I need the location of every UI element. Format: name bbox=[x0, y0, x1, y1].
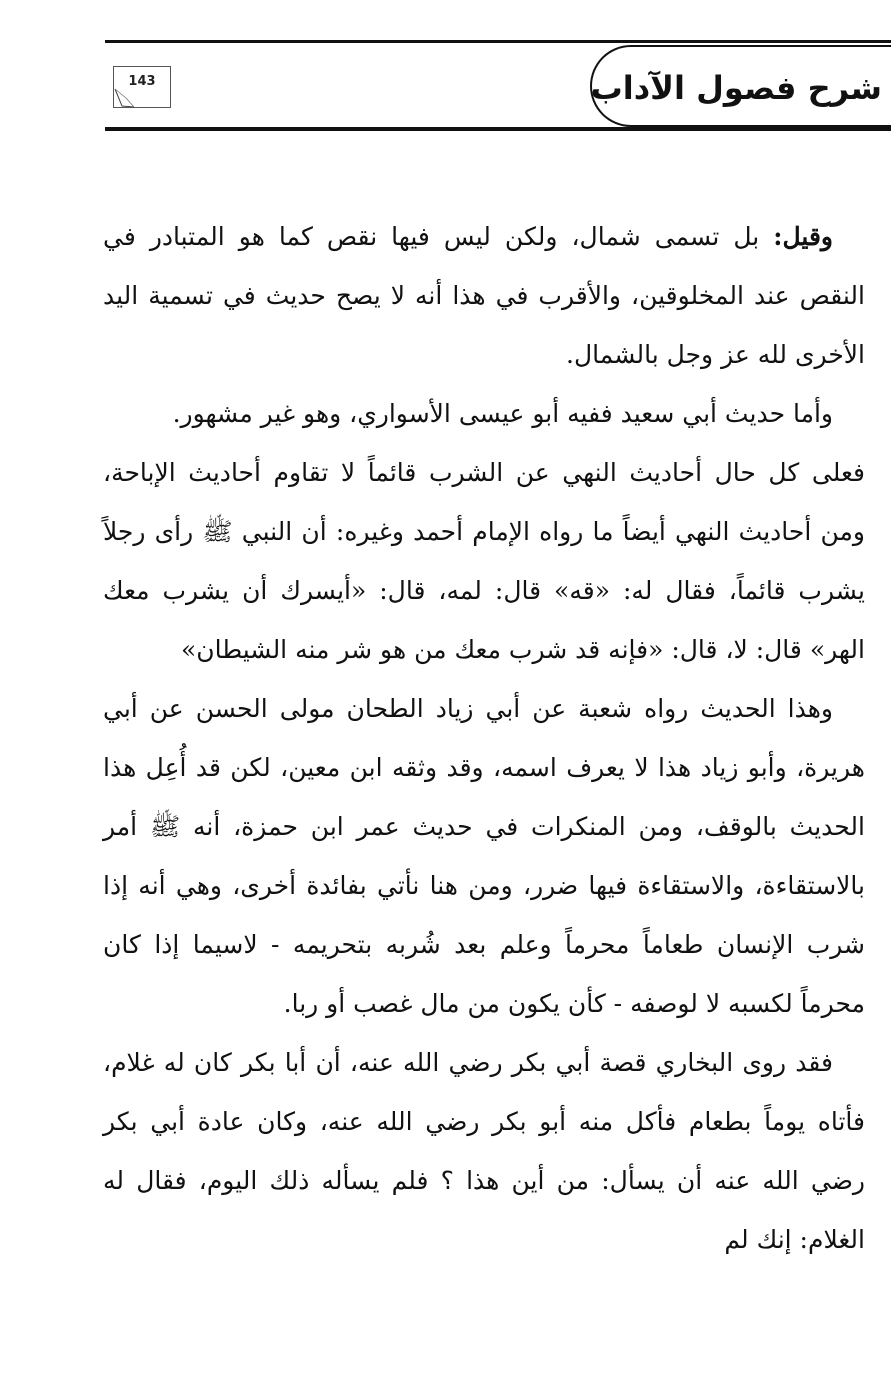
main-text bbox=[103, 207, 865, 1269]
page-header bbox=[0, 0, 891, 150]
page-curl-icon bbox=[114, 88, 136, 108]
paragraph-lead: وقيل: bbox=[773, 222, 833, 251]
paragraph-5: فقد روى البخاري قصة أبي بكر رضي الله عنه، أن أبا بكر كان له غلام، فأتاه يوماً بطعام فأكل منه أبو بكر رضي الله عنه، وكان عادة أبي بكر رضي الله عنه أن يسأل: من أين هذا ؟ فلم يسأله ذلك اليوم، فقال له الغلام: إنك لم bbox=[103, 1048, 865, 1254]
header-top-rule bbox=[105, 40, 891, 43]
paragraph-4: وهذا الحديث رواه شعبة عن أبي زياد الطحان مولى الحسن عن أبي هريرة، وأبو زياد هذا لا يعرف اسمه، وقد وثقه ابن معين، لكن قد أُعِل هذا الحديث بالوقف، ومن المنكرات في حديث عمر ابن حمزة، أنه ﷺ أمر بالاستقاءة، والاستقاءة فيها ضرر، ومن هنا نأتي بفائدة أخرى، وهي أنه إذا شرب الإنسان طعاماً محرماً وعلم بعد شُربه بتحريمه - لاسيما إذا كان محرماً لكسبه لا لوصفه - كأن يكون من مال غصب أو ربا. bbox=[103, 694, 865, 1018]
paragraph-3: فعلى كل حال أحاديث النهي عن الشرب قائماً لا تقاوم أحاديث الإباحة، ومن أحاديث النهي أيضاً ما رواه الإمام أحمد وغيره: أن النبي ﷺ رأى رجلاً يشرب قائماً، فقال له: «قه» قال: لمه، قال: «أيسرك أن يشرب معك الهر» قال: لا، قال: «فإنه قد شرب معك من هو شر منه الشيطان» bbox=[103, 458, 865, 664]
paragraph-2: وأما حديث أبي سعيد ففيه أبو عيسى الأسواري، وهو غير مشهور. bbox=[172, 399, 833, 428]
book-title: شرح فصول الآداب bbox=[590, 69, 882, 107]
paragraph-1 bbox=[103, 207, 865, 384]
header-bottom-rule bbox=[105, 127, 891, 131]
page-number: 143 bbox=[128, 74, 156, 89]
paragraph-1-text: بل تسمى شمال، ولكن ليس فيها نقص كما هو المتبادر في النقص عند المخلوقين، والأقرب في هذا أنه لا يصح حديث في تسمية اليد الأخرى لله عز وجل بالشمال. bbox=[103, 222, 865, 369]
